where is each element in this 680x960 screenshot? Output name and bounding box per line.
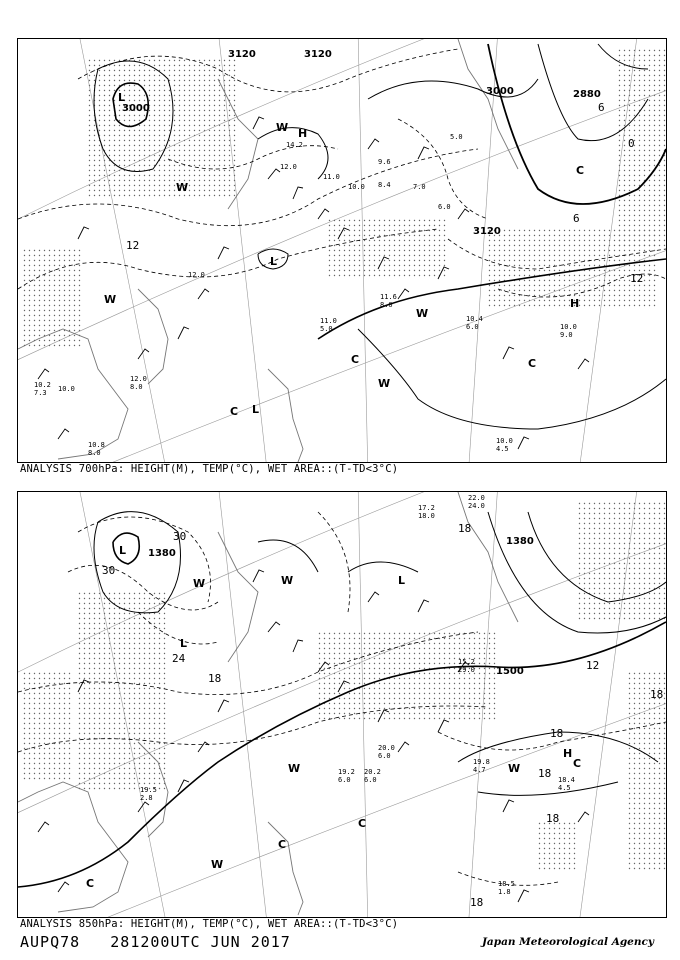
temperature-label: 0	[628, 137, 635, 150]
station-observation: 15.2	[458, 658, 475, 666]
pressure-system-label: C	[351, 353, 360, 366]
pressure-system-label: W	[508, 762, 521, 775]
station-observation: 12.0	[280, 163, 297, 171]
temperature-label: 12	[586, 659, 600, 672]
pressure-system-label: C	[576, 164, 585, 177]
map-850hpa-canvas	[18, 492, 666, 917]
panel-caption-700hpa: ANALYSIS 700hPa: HEIGHT(M), TEMP(°C), WET AREA::(T-TD<3°C)	[20, 463, 399, 475]
height-label: 3120	[228, 49, 256, 60]
pressure-system-label: C	[358, 817, 367, 830]
station-observation: 24.0	[468, 502, 485, 510]
station-observation: 19.2	[338, 768, 355, 776]
station-observation: 11.0	[323, 173, 340, 181]
station-observation: 5.0	[450, 133, 463, 141]
chart-code: AUPQ78	[20, 933, 81, 951]
temperature-label: 6	[598, 101, 605, 114]
chart-identifier	[20, 933, 291, 951]
temperature-label: 18	[538, 767, 552, 780]
pressure-system-label: L	[398, 574, 406, 587]
height-label: 1500	[496, 666, 524, 677]
station-observation: 10.0	[560, 323, 577, 331]
station-observation: 12.0	[130, 375, 147, 383]
temperature-label: 12	[630, 272, 644, 285]
station-observation: 12.0	[188, 271, 205, 279]
height-label: 3000	[486, 86, 514, 97]
temperature-label: 6	[573, 212, 580, 225]
pressure-system-label: L	[252, 403, 260, 416]
pressure-system-label: C	[573, 757, 582, 770]
temperature-label: 18	[458, 522, 472, 535]
station-observation: 4.7	[473, 766, 486, 774]
pressure-system-label: H	[298, 127, 308, 140]
station-observation: 19.5	[140, 786, 157, 794]
analysis-850hpa-map	[17, 491, 667, 918]
pressure-system-label: W	[193, 577, 206, 590]
pressure-system-label: C	[528, 357, 537, 370]
pressure-system-label: L	[119, 544, 127, 557]
station-observation: 20.0	[378, 744, 395, 752]
station-observation: 4.5	[558, 784, 571, 792]
pressure-system-label: C	[230, 405, 239, 418]
pressure-system-label: W	[104, 293, 117, 306]
pressure-system-label: L	[270, 255, 278, 268]
map-700hpa-canvas	[18, 39, 666, 462]
height-label: 2880	[573, 89, 601, 100]
temperature-label: 30	[102, 564, 116, 577]
pressure-system-label: W	[211, 858, 224, 871]
panel-caption-850hpa: ANALYSIS 850hPa: HEIGHT(M), TEMP(°C), WET AREA::(T-TD<3°C)	[20, 918, 399, 930]
pressure-system-label: L	[118, 91, 126, 104]
pressure-system-label: W	[378, 377, 391, 390]
height-label: 3120	[473, 226, 501, 237]
station-observation: 18.5	[498, 880, 515, 888]
station-observation: 7.3	[34, 389, 47, 397]
station-observation: 10.0	[496, 437, 513, 445]
temperature-label: 18	[650, 688, 664, 701]
station-observation: 10.0	[348, 183, 365, 191]
station-observation: 6.0	[364, 776, 377, 784]
pressure-system-label: H	[570, 297, 580, 310]
temperature-label: 18	[550, 727, 564, 740]
temperature-label: 18	[546, 812, 560, 825]
station-observation: 9.6	[378, 158, 391, 166]
station-observation: 14.2	[286, 141, 303, 149]
temperature-label: 30	[173, 530, 187, 543]
pressure-system-label: C	[278, 838, 287, 851]
agency-name: Japan Meteorological Agency	[481, 936, 654, 948]
height-label: 3000	[122, 103, 150, 114]
station-observation: 20.2	[364, 768, 381, 776]
station-observation: 6.0	[438, 203, 451, 211]
analysis-700hpa-map	[17, 38, 667, 463]
station-observation: 22.0	[468, 494, 485, 502]
station-observation: 8.0	[88, 449, 101, 457]
station-observation: 10.4	[466, 315, 483, 323]
station-observation: 8.0	[380, 301, 393, 309]
temperature-label: 12	[126, 239, 140, 252]
station-observation: 4.5	[496, 445, 509, 453]
station-observation: 9.0	[560, 331, 573, 339]
station-observation: 29.0	[458, 666, 475, 674]
pressure-system-label: W	[276, 121, 289, 134]
station-observation: 18.0	[418, 512, 435, 520]
height-label: 3120	[304, 49, 332, 60]
pressure-system-label: H	[563, 747, 573, 760]
station-observation: 10.2	[34, 381, 51, 389]
wet-area-stipple	[23, 502, 666, 872]
pressure-system-label: W	[288, 762, 301, 775]
station-observation: 18.4	[558, 776, 575, 784]
height-label: 1380	[506, 536, 534, 547]
station-observation: 10.8	[88, 441, 105, 449]
pressure-system-label: W	[176, 181, 189, 194]
station-observation: 2.8	[140, 794, 153, 802]
station-observation: 7.0	[413, 183, 426, 191]
pressure-system-label: C	[86, 877, 95, 890]
station-observation: 11.6	[380, 293, 397, 301]
height-label: 1380	[148, 548, 176, 559]
station-observation: 8.4	[378, 181, 391, 189]
station-observation: 17.2	[418, 504, 435, 512]
station-observation: 6.0	[466, 323, 479, 331]
station-observation: 5.0	[320, 325, 333, 333]
valid-time: 281200UTC JUN 2017	[110, 933, 291, 951]
temperature-label: 18	[470, 896, 484, 909]
station-observation: 19.8	[473, 758, 490, 766]
station-observation: 6.0	[338, 776, 351, 784]
station-observation: 1.8	[498, 888, 511, 896]
station-observation: 8.0	[130, 383, 143, 391]
temperature-label: 18	[208, 672, 222, 685]
station-observation: 6.0	[378, 752, 391, 760]
station-observation: 10.0	[58, 385, 75, 393]
pressure-system-label: W	[281, 574, 294, 587]
pressure-system-label: L	[180, 637, 188, 650]
station-observation: 11.0	[320, 317, 337, 325]
temperature-label: 24	[172, 652, 186, 665]
pressure-system-label: W	[416, 307, 429, 320]
